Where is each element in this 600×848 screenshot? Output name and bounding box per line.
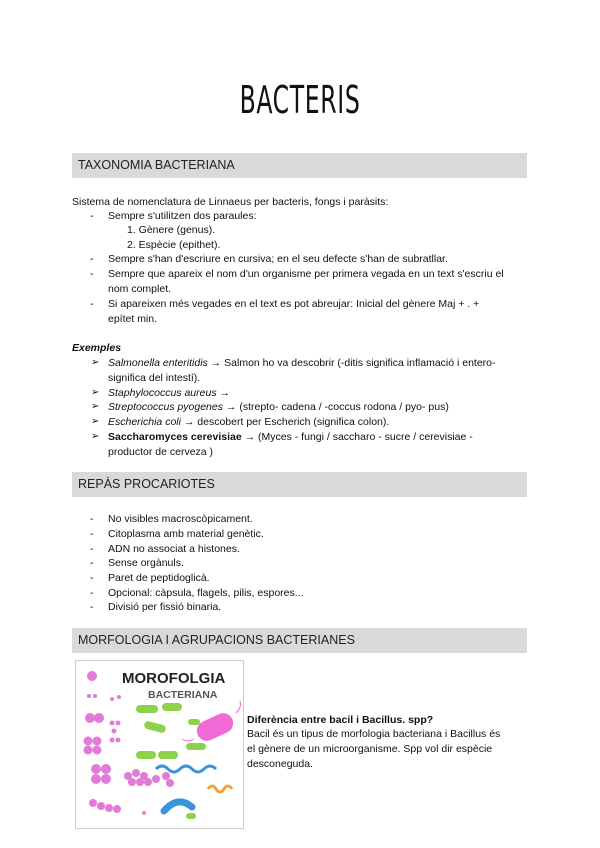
list-item: Sense orgànuls. (108, 557, 184, 569)
bacillus-shape (162, 703, 182, 711)
arrow-bullet-icon: ➢ (91, 387, 100, 398)
staphylococcus-shape (166, 779, 174, 787)
list-item: Citoplasma amb material genètic. (108, 528, 264, 540)
section-header-procariotes (72, 472, 527, 497)
species-name: Saccharomyces cerevisiae (108, 431, 242, 443)
bullet-dash: - (90, 601, 94, 613)
coccus-shape (93, 694, 97, 698)
species-name: Escherichia coli (108, 416, 181, 428)
list-item: Opcional: càpsula, flagels, pilis, espores... (108, 587, 304, 599)
example-item (108, 386, 230, 401)
vibrio-shape (164, 802, 192, 811)
bacillus-shape (188, 719, 200, 725)
bacil-text-line: Bacil és un tipus de morfologia bacteriana i Bacillus és (247, 728, 501, 740)
coccus-shape (110, 697, 114, 701)
example-text: → Salmon ho va descobrir (-ditis significa inflamació i entero- (207, 357, 496, 369)
bullet-dash: - (90, 557, 94, 569)
coccus-shape (110, 721, 115, 726)
taxonomy-bullet: Sempre s'utilitzen dos paraules: (108, 210, 257, 222)
section-header-taxonomia (72, 153, 527, 178)
taxonomy-numbered-item: 1. Gènere (genus). (127, 224, 216, 236)
coccus-shape (87, 671, 97, 681)
arrow-bullet-icon: ➢ (91, 416, 100, 427)
arrow-bullet-icon: ➢ (91, 357, 100, 368)
example-item (108, 430, 473, 445)
staphylococcus-shape (128, 778, 136, 786)
streptococcus-shape (97, 802, 105, 810)
coccobacillus-shape (186, 813, 196, 819)
list-item: Paret de peptidoglicà. (108, 572, 210, 584)
figure-subtitle: BACTERIANA (148, 689, 218, 701)
example-text: → (216, 387, 230, 399)
taxonomy-bullet: Si apareixen més vegades en el text es pot abreujar: Inicial del gènere Maj + . + (108, 298, 480, 310)
sarcina-shape (91, 764, 101, 774)
bacillus-shape (136, 705, 158, 713)
sarcina-shape (91, 774, 101, 784)
list-item: Divisió per fissió binaria. (108, 601, 222, 613)
bullet-dash: - (90, 210, 94, 222)
bacil-text-line: el gènere de un microorganisme. Spp vol dir espècie (247, 743, 493, 755)
bacteria-drawing (76, 661, 243, 828)
taxonomy-bullet-cont: epítet min. (108, 313, 158, 325)
morphology-illustration (75, 660, 244, 829)
taxonomy-bullet-cont: nom complet. (108, 283, 172, 295)
coccus-shape (116, 721, 121, 726)
bacil-heading: Diferència entre bacil i Bacillus. spp? (247, 714, 434, 726)
bullet-dash: - (90, 587, 94, 599)
example-item (108, 415, 389, 430)
examples-heading: Exemples (72, 342, 122, 354)
section-header-label: REPÀS PROCARIOTES (78, 477, 215, 491)
spirochete-shape (208, 786, 232, 792)
section-header-label: TAXONOMIA BACTERIANA (78, 158, 235, 172)
diplococcus-shape (94, 713, 104, 723)
section-header-label: MORFOLOGIA I AGRUPACIONS BACTERIANES (78, 633, 355, 647)
staphylococcus-shape (152, 775, 160, 783)
example-item (108, 400, 449, 415)
streptococcus-shape (105, 804, 113, 812)
bullet-dash: - (90, 543, 94, 555)
section-header-morfologia (72, 628, 527, 653)
diplobacillus-shape (136, 751, 156, 759)
bullet-dash: - (90, 268, 94, 280)
sarcina-shape (101, 774, 111, 784)
tetrad-shape (93, 737, 102, 746)
taxonomy-bullet: Sempre que apareix el nom d'un organisme per primera vegada en un text s'escriu el (108, 268, 504, 280)
diplobacillus-shape (158, 751, 178, 759)
page-title: BACTERIS (239, 78, 361, 122)
tetrad-shape (84, 746, 93, 755)
species-name: Salmonella enteritidis (108, 357, 208, 369)
bullet-dash: - (90, 298, 94, 310)
species-name: Streptococcus pyogenes (108, 401, 223, 413)
coccus-shape (87, 694, 91, 698)
list-item: ADN no associat a histones. (108, 543, 240, 555)
arrow-bullet-icon: ➢ (91, 431, 100, 442)
arrow-bullet-icon: ➢ (91, 401, 100, 412)
taxonomy-bullet: Sempre s'han d'escriure en cursiva; en el seu defecte s'han de subratllar. (108, 253, 448, 265)
list-item: No visibles macroscòpicament. (108, 513, 253, 525)
streptococcus-shape (89, 799, 97, 807)
sarcina-shape (101, 764, 111, 774)
example-item (108, 356, 496, 371)
example-text: → (Myces - fungi / saccharo - sucre / cerevisiae - (241, 431, 473, 443)
figure-title: MOROFOLGIA (122, 670, 226, 687)
spirillum-shape (156, 766, 216, 772)
staphylococcus-shape (144, 778, 152, 786)
coccus-shape (110, 738, 115, 743)
coccus-shape (117, 695, 121, 699)
bacil-text-line: desconeguda. (247, 758, 313, 770)
taxonomy-numbered-item: 2. Espècie (epithet). (127, 239, 221, 251)
tetrad-shape (84, 737, 93, 746)
taxonomy-intro: Sistema de nomenclatura de Linnaeus per bacteris, fongs i paràsits: (72, 196, 389, 208)
staphylococcus-shape (136, 778, 144, 786)
staphylococcus-shape (162, 772, 170, 780)
coccus-shape (116, 738, 121, 743)
bullet-dash: - (90, 528, 94, 540)
bullet-dash: - (90, 253, 94, 265)
coccus-shape (112, 729, 117, 734)
bullet-dash: - (90, 513, 94, 525)
tetrad-shape (93, 746, 102, 755)
example-item-cont: productor de cerveza ) (108, 446, 214, 458)
flagellated-bacillus-shape (194, 710, 237, 744)
streptococcus-shape (113, 805, 121, 813)
bacillus-shape (186, 743, 206, 750)
species-name: Staphylococcus aureus (108, 387, 217, 399)
example-item-cont: significa del intestí). (108, 372, 201, 384)
example-text: → (strepto- cadena / -coccus rodona / pyo- pus) (223, 401, 449, 413)
bacillus-shape (143, 720, 166, 733)
bullet-dash: - (90, 572, 94, 584)
staphylococcus-shape (132, 769, 140, 777)
example-text: → descobert per Escherich (significa colon). (180, 416, 390, 428)
diplococcus-shape (85, 713, 95, 723)
